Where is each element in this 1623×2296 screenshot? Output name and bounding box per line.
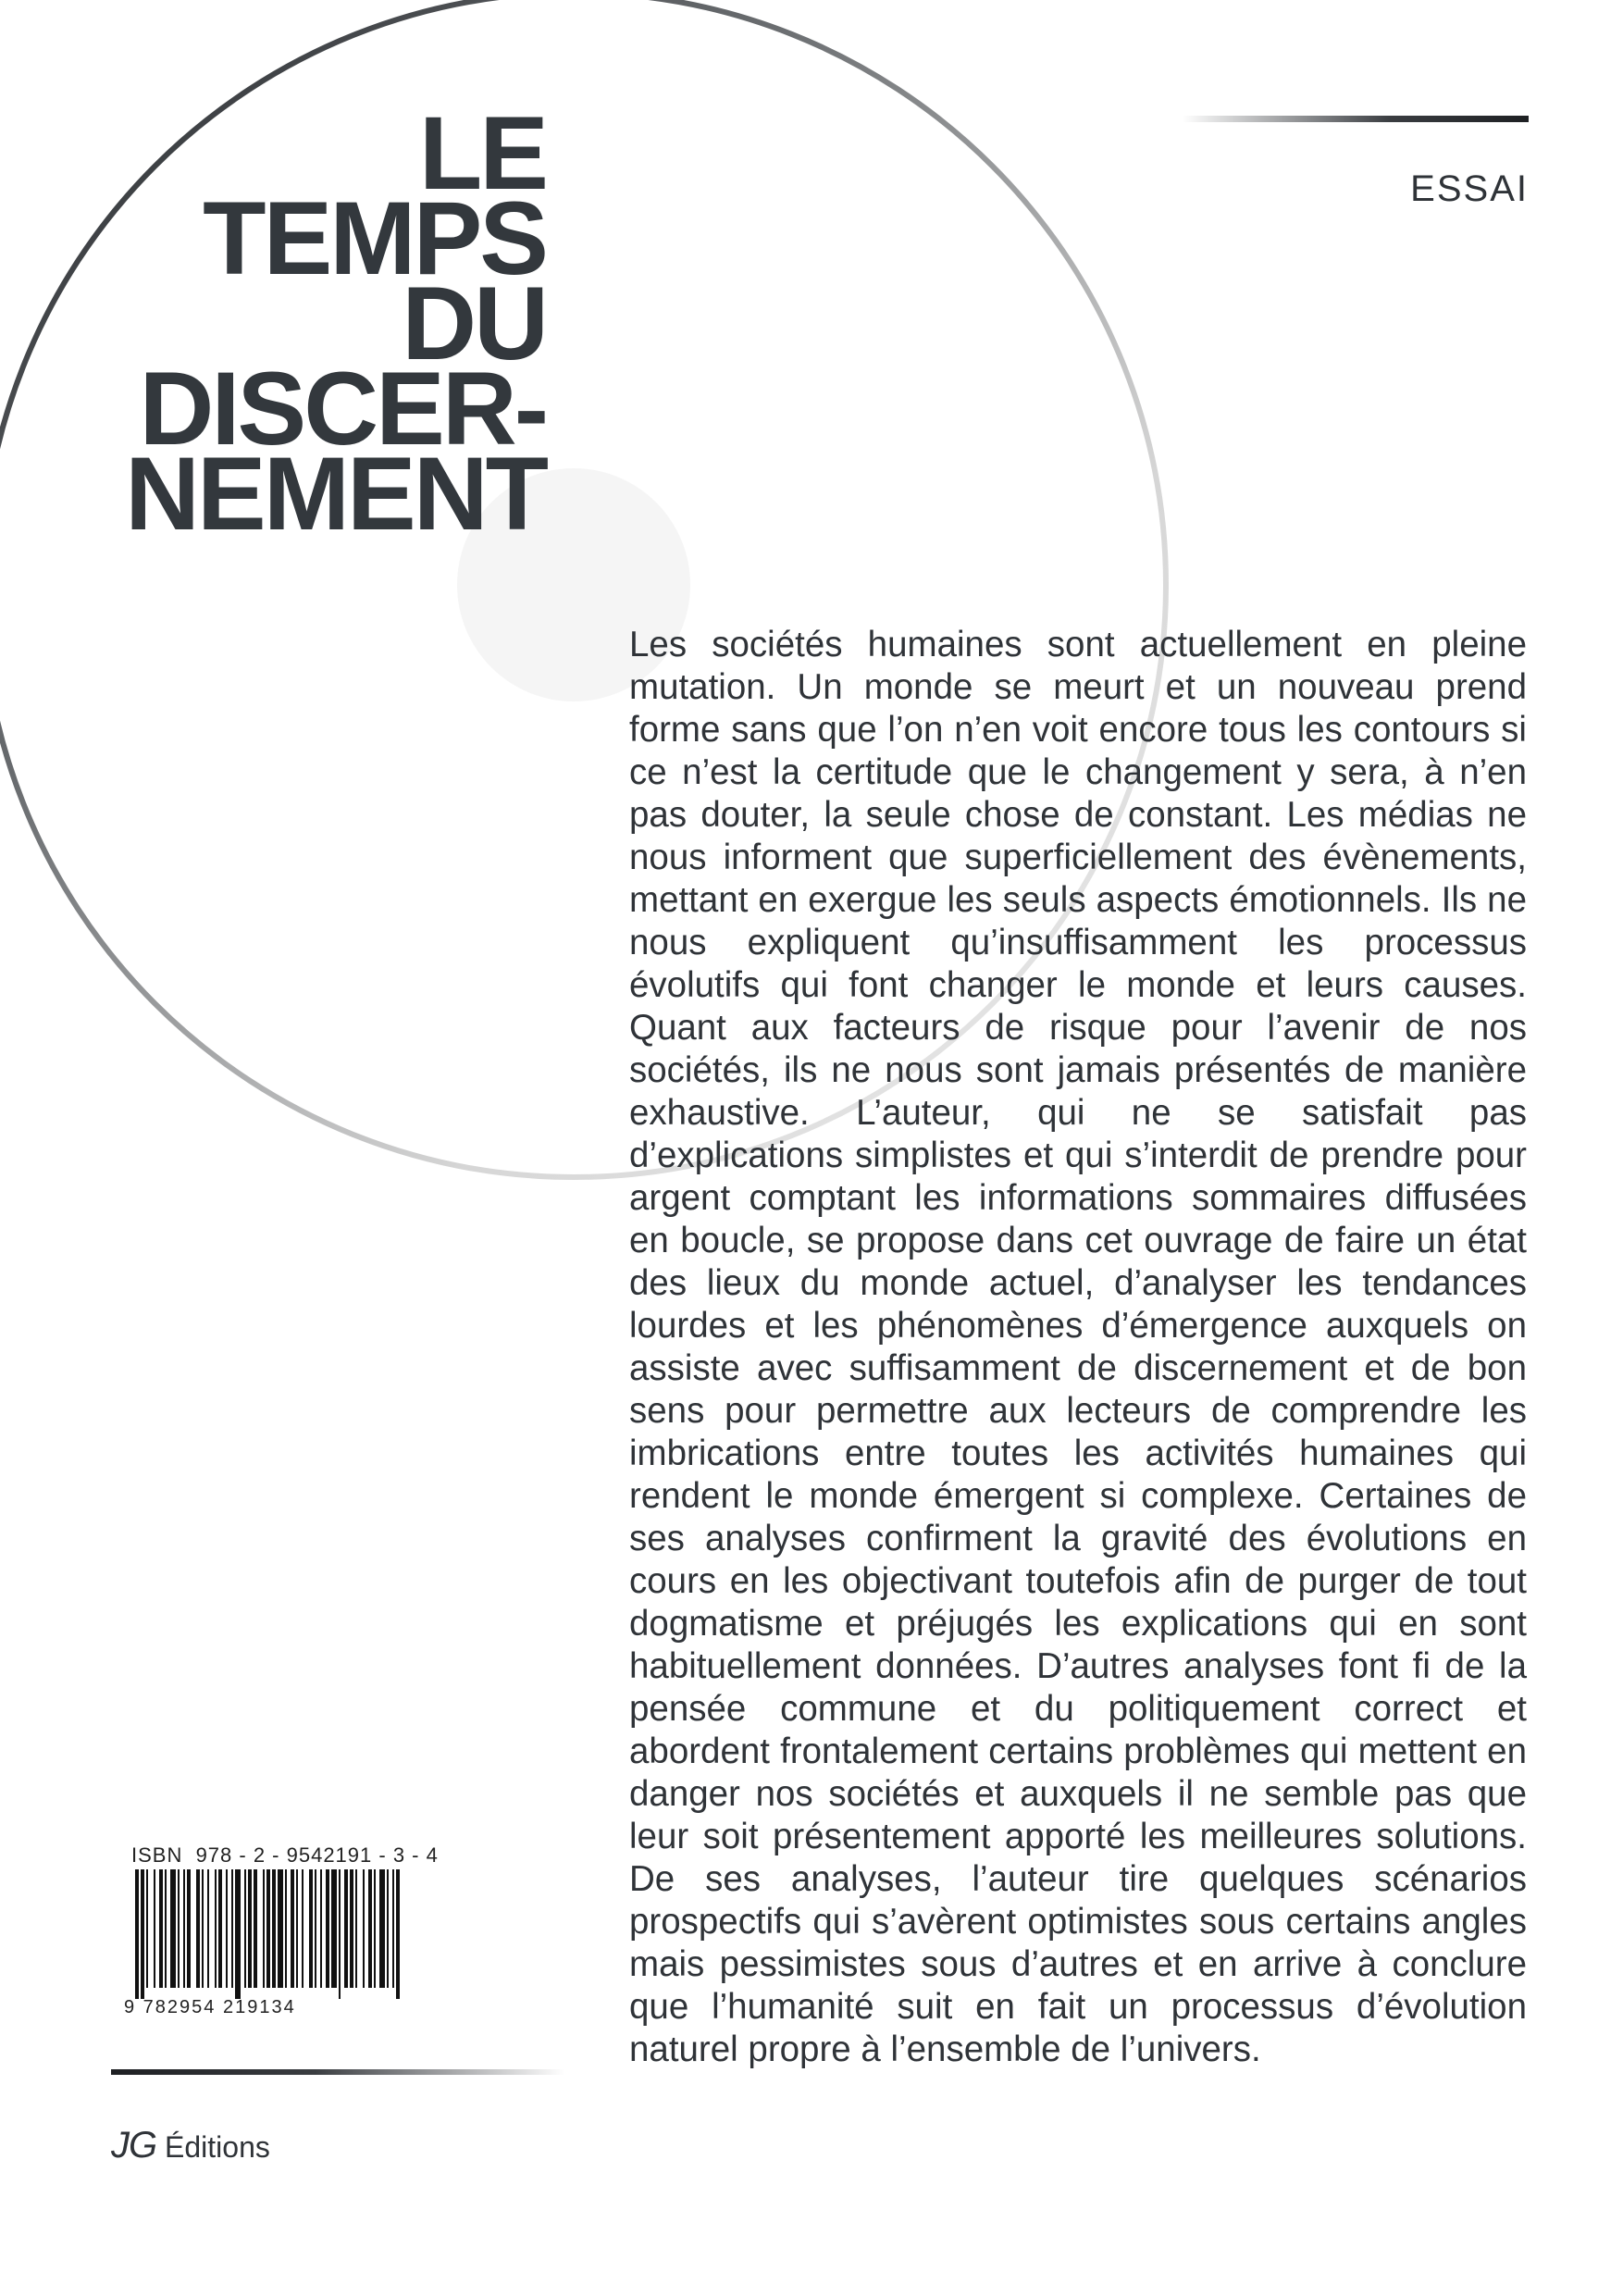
barcode-bar [235,1869,241,1999]
barcode-bar [135,1869,139,1999]
title-line: TEMPS [203,180,546,296]
barcode-bar [215,1869,217,1988]
bottom-rule [111,2069,564,2075]
book-title [125,95,546,552]
genre-label: ESSAI [1410,168,1529,209]
barcode-bar [291,1869,294,1988]
barcode-bar [141,1869,144,1999]
title-line: DISCER- [139,351,546,466]
barcode-bar [207,1869,209,1988]
title-line: DU [402,266,546,381]
publisher-name [111,2125,270,2166]
barcode-bar [146,1869,148,1988]
barcode-bar [154,1869,155,1988]
title-line: NEMENT [125,436,546,552]
barcode-bar [296,1869,298,1988]
barcode-bar [178,1869,180,1988]
barcode-bar [254,1869,257,1988]
barcode-bar [326,1869,329,1988]
barcode-bar [263,1869,265,1988]
barcode-bar [159,1869,163,1988]
barcode-bar [392,1869,394,1988]
barcode-bar [231,1869,233,1988]
barcode-bar [183,1869,185,1988]
barcode-bar [396,1869,400,1999]
publisher-logo: JG [111,2125,157,2166]
barcode-bar [285,1869,287,1988]
barcode-bar [226,1869,228,1988]
barcode-bar [379,1869,385,1988]
isbn-label: ISBN 978 - 2 - 9542191 - 3 - 4 [131,1843,439,1867]
top-rule [1183,116,1529,122]
barcode-bar [363,1869,365,1988]
barcode [130,1869,407,2004]
barcode-bar [309,1869,313,1988]
barcode-bar [278,1869,283,1988]
barcode-bar [350,1869,353,1988]
barcode-bar [272,1869,276,1988]
barcode-bar [165,1869,167,1988]
barcode-bar [187,1869,191,1988]
barcode-bar [202,1869,204,1988]
barcode-bar [266,1869,270,1988]
barcode-bar [196,1869,200,1988]
barcode-bar [355,1869,357,1988]
barcode-bar [218,1869,222,1988]
barcode-digits: 9 782954 219134 [124,1997,296,2017]
barcode-bar [387,1869,389,1988]
barcode-bar [315,1869,316,1988]
barcode-bar [339,1869,341,1999]
barcode-bar [302,1869,304,1988]
barcode-bar [331,1869,337,1988]
barcode-bar [374,1869,376,1988]
barcode-bar [320,1869,322,1988]
barcode-bar [244,1869,246,1988]
barcode-bar [344,1869,348,1988]
title-line: LE [418,95,546,211]
back-cover-blurb: Les sociétés humaines sont actuellement en pleine mutation. Un monde se meurt et un nouveau prend forme sans que l’on n’en voit encore tous les contours si ce n’est la certitude que le changement y sera, à n’en pas douter, la seule chose de constant. Les médias ne nous informent que superficiellement des évènements, mettant en exergue les seuls aspects émotionnels. Ils ne nous expliquent qu’insuffisamment les processus évolutifs qui font changer le monde et leurs causes. Quant aux facteurs de risque pour l’avenir de nos sociétés, ils ne nous sont jamais présentés de manière exhaustive. L’auteur, qui ne se satisfait pas d’explications simplistes et qui s’interdit de prendre pour argent comptant les informations sommaires diffusées en boucle, se propose dans cet ouvrage de faire un état des lieux du monde actuel, d’analyser les tendances lourdes et les phénomènes d’émergence auxquels on assiste avec suffisamment de discernement et de bon sens pour permettre aux lecteurs de comprendre les imbrications entre toutes les activités humaines qui rendent le monde émergent si complexe. Certaines de ses analyses confirment la gravité des évolutions en cours en les objectivant toutefois afin de purger de tout dogmatisme et préjugés les explications qui en sont habituellement données. D’autres analyses font fi de la pensée commune et du politiquement correct et abordent frontalement certains problèmes qui mettent en danger nos sociétés et auxquels il ne semble pas que leur soit présentement apporté les meilleures solutions. De ses analyses, l’auteur tire quelques scénarios prospectifs qui s’avèrent optimistes sous certains angles mais pessimistes sous d’autres et en arrive à conclure que l’humanité suit en fait un processus d’évolution naturel propre à l’ensemble de l’univers. [629,625,1527,2069]
barcode-bar [248,1869,252,1988]
publisher-label: Éditions [165,2130,270,2164]
barcode-bar [368,1869,372,1988]
barcode-bar [170,1869,176,1988]
